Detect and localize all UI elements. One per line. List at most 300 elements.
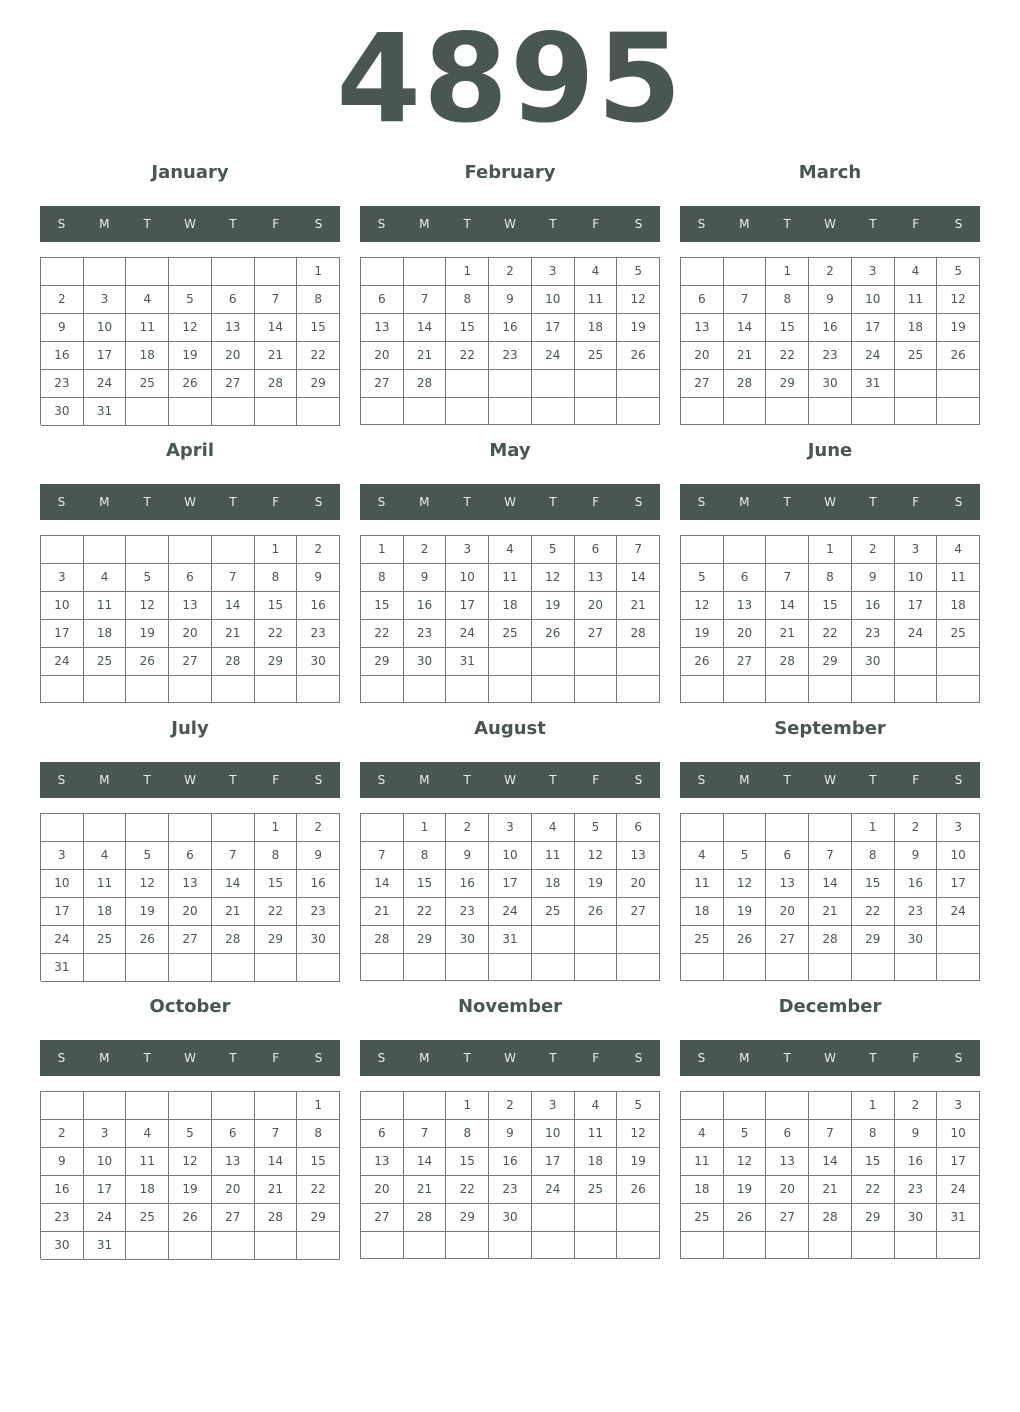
day-cell: 14 (809, 1148, 852, 1176)
day-cell: 26 (126, 648, 169, 676)
day-cell (766, 398, 809, 425)
weekday-label: W (184, 217, 196, 231)
day-cell (724, 1232, 767, 1259)
day-cell: 1 (255, 536, 298, 564)
day-cell: 9 (895, 1120, 938, 1148)
day-cell: 7 (617, 536, 660, 564)
day-cell: 20 (212, 342, 255, 370)
day-cell: 20 (617, 870, 660, 898)
day-cell: 3 (84, 1120, 127, 1148)
weekday-label: S (314, 217, 323, 231)
day-cell (617, 1204, 660, 1232)
day-cell: 16 (895, 870, 938, 898)
day-cell (212, 1232, 255, 1260)
day-cell: 15 (255, 592, 298, 620)
day-cell: 19 (617, 314, 660, 342)
day-cell: 26 (617, 1176, 660, 1204)
day-cell: 6 (169, 842, 212, 870)
day-cell: 9 (41, 1148, 84, 1176)
weekday-label: S (377, 773, 386, 787)
day-cell (212, 1092, 255, 1120)
day-cell: 17 (84, 1176, 127, 1204)
day-cell (489, 370, 532, 398)
day-cell (297, 676, 340, 703)
day-cell (255, 954, 298, 982)
day-cell: 11 (84, 870, 127, 898)
day-cell (532, 954, 575, 981)
day-cell: 5 (617, 258, 660, 286)
day-grid (360, 535, 660, 703)
day-cell: 3 (937, 814, 980, 842)
weekday-label: M (739, 1051, 750, 1065)
weekday-label: F (592, 773, 600, 787)
day-cell (937, 370, 980, 398)
day-cell (404, 258, 447, 286)
month-title: April (165, 440, 215, 461)
weekday-label: T (869, 1051, 877, 1065)
month-title: February (464, 162, 556, 183)
day-cell: 10 (41, 870, 84, 898)
weekday-header (360, 762, 660, 798)
day-cell: 27 (766, 1204, 809, 1232)
day-cell: 23 (41, 370, 84, 398)
day-cell: 3 (489, 814, 532, 842)
day-cell: 3 (895, 536, 938, 564)
day-grid (40, 535, 340, 703)
day-cell (532, 370, 575, 398)
day-cell: 1 (809, 536, 852, 564)
day-cell (361, 1092, 404, 1120)
day-cell (617, 926, 660, 954)
day-cell: 9 (446, 842, 489, 870)
day-cell: 2 (895, 1092, 938, 1120)
day-cell (895, 954, 938, 981)
day-cell: 13 (361, 314, 404, 342)
day-cell: 2 (895, 814, 938, 842)
day-cell: 21 (617, 592, 660, 620)
day-cell (937, 676, 980, 703)
day-cell: 24 (937, 898, 980, 926)
weekday-label: F (272, 495, 280, 509)
day-cell: 13 (169, 592, 212, 620)
day-cell: 8 (297, 286, 340, 314)
day-cell: 13 (724, 592, 767, 620)
day-cell (361, 398, 404, 425)
day-cell: 10 (895, 564, 938, 592)
month-title: September (774, 718, 886, 739)
day-cell (126, 398, 169, 426)
day-cell: 15 (852, 1148, 895, 1176)
weekday-label: M (739, 773, 750, 787)
day-cell: 17 (532, 1148, 575, 1176)
day-cell (766, 536, 809, 564)
day-cell (895, 676, 938, 703)
day-cell: 20 (681, 342, 724, 370)
day-cell: 23 (41, 1204, 84, 1232)
day-cell (126, 1232, 169, 1260)
day-cell: 22 (446, 342, 489, 370)
day-cell: 10 (489, 842, 532, 870)
day-cell: 10 (937, 1120, 980, 1148)
day-cell (681, 1232, 724, 1259)
weekday-label: M (99, 495, 110, 509)
weekday-label: W (184, 1051, 196, 1065)
day-cell: 27 (766, 926, 809, 954)
day-cell: 11 (126, 1148, 169, 1176)
day-cell: 12 (681, 592, 724, 620)
day-cell: 19 (724, 898, 767, 926)
day-cell (724, 398, 767, 425)
day-cell: 18 (681, 898, 724, 926)
day-cell: 15 (446, 314, 489, 342)
day-cell: 15 (809, 592, 852, 620)
weekday-label: S (377, 217, 386, 231)
day-cell: 18 (126, 342, 169, 370)
day-cell: 21 (766, 620, 809, 648)
day-cell: 6 (212, 286, 255, 314)
day-cell: 7 (809, 842, 852, 870)
day-cell (404, 398, 447, 425)
day-cell: 13 (617, 842, 660, 870)
day-cell (84, 1092, 127, 1120)
day-cell: 18 (681, 1176, 724, 1204)
day-cell (489, 1232, 532, 1259)
day-cell: 30 (404, 648, 447, 676)
day-cell: 20 (361, 1176, 404, 1204)
day-cell: 9 (809, 286, 852, 314)
day-cell: 12 (575, 842, 618, 870)
day-cell (937, 926, 980, 954)
weekday-label: T (783, 1051, 791, 1065)
day-cell: 21 (361, 898, 404, 926)
day-cell: 22 (766, 342, 809, 370)
day-cell (809, 954, 852, 981)
day-cell: 23 (404, 620, 447, 648)
day-cell: 10 (532, 1120, 575, 1148)
day-cell (212, 536, 255, 564)
weekday-label: S (57, 217, 66, 231)
weekday-label: M (739, 495, 750, 509)
day-cell: 2 (41, 1120, 84, 1148)
day-cell (41, 536, 84, 564)
day-cell: 29 (404, 926, 447, 954)
day-cell (681, 398, 724, 425)
day-cell: 16 (489, 314, 532, 342)
day-cell: 29 (297, 370, 340, 398)
weekday-label: W (504, 495, 516, 509)
day-cell: 11 (681, 870, 724, 898)
day-cell: 30 (297, 926, 340, 954)
day-cell (41, 258, 84, 286)
day-cell: 26 (681, 648, 724, 676)
day-cell (126, 1092, 169, 1120)
day-cell: 23 (297, 620, 340, 648)
weekday-label: F (272, 217, 280, 231)
weekday-header (360, 484, 660, 520)
day-cell: 9 (41, 314, 84, 342)
day-cell: 22 (809, 620, 852, 648)
day-cell: 13 (681, 314, 724, 342)
day-cell (895, 370, 938, 398)
day-cell (404, 676, 447, 703)
day-cell (575, 1204, 618, 1232)
weekday-label: T (463, 773, 471, 787)
day-cell (617, 370, 660, 398)
day-cell (489, 676, 532, 703)
day-cell: 12 (724, 870, 767, 898)
day-cell (212, 676, 255, 703)
day-cell: 8 (852, 842, 895, 870)
day-cell: 13 (212, 314, 255, 342)
day-cell: 24 (84, 1204, 127, 1232)
day-cell: 24 (532, 342, 575, 370)
day-cell: 14 (617, 564, 660, 592)
day-cell: 5 (532, 536, 575, 564)
day-cell (84, 536, 127, 564)
day-cell: 31 (937, 1204, 980, 1232)
day-cell: 28 (361, 926, 404, 954)
day-cell: 23 (297, 898, 340, 926)
day-cell: 15 (297, 1148, 340, 1176)
day-cell (169, 814, 212, 842)
day-cell: 18 (575, 314, 618, 342)
day-cell: 16 (809, 314, 852, 342)
day-cell (809, 676, 852, 703)
day-cell: 19 (937, 314, 980, 342)
day-cell: 4 (575, 258, 618, 286)
day-cell: 3 (41, 842, 84, 870)
day-cell: 30 (297, 648, 340, 676)
day-cell: 2 (297, 536, 340, 564)
weekday-label: W (824, 495, 836, 509)
month-title: October (149, 996, 231, 1017)
day-cell: 5 (575, 814, 618, 842)
day-cell: 3 (41, 564, 84, 592)
day-grid (680, 257, 980, 425)
day-cell: 8 (809, 564, 852, 592)
day-cell (41, 814, 84, 842)
day-cell: 14 (255, 1148, 298, 1176)
weekday-label: S (954, 495, 963, 509)
day-cell: 27 (361, 370, 404, 398)
day-cell: 26 (724, 1204, 767, 1232)
day-cell: 1 (446, 1092, 489, 1120)
weekday-label: S (634, 773, 643, 787)
day-cell: 29 (809, 648, 852, 676)
day-cell (575, 398, 618, 425)
day-cell (724, 1092, 767, 1120)
day-cell: 4 (532, 814, 575, 842)
weekday-label: T (549, 1051, 557, 1065)
day-cell: 6 (681, 286, 724, 314)
day-cell (255, 258, 298, 286)
day-cell: 19 (724, 1176, 767, 1204)
day-cell: 22 (404, 898, 447, 926)
day-cell (532, 1204, 575, 1232)
day-cell (617, 1232, 660, 1259)
day-cell: 29 (766, 370, 809, 398)
weekday-label: T (549, 495, 557, 509)
day-cell: 11 (126, 314, 169, 342)
weekday-label: W (504, 217, 516, 231)
month-title: August (474, 718, 546, 739)
day-cell (255, 1232, 298, 1260)
day-cell: 7 (404, 286, 447, 314)
day-cell: 24 (446, 620, 489, 648)
day-cell: 4 (681, 842, 724, 870)
day-cell: 31 (41, 954, 84, 982)
day-cell: 9 (404, 564, 447, 592)
day-cell (724, 814, 767, 842)
day-cell: 7 (361, 842, 404, 870)
day-cell: 28 (404, 370, 447, 398)
day-cell: 16 (446, 870, 489, 898)
weekday-label: W (824, 773, 836, 787)
day-cell: 5 (169, 286, 212, 314)
day-cell: 4 (937, 536, 980, 564)
weekday-header (360, 1040, 660, 1076)
day-cell: 6 (361, 286, 404, 314)
day-cell (255, 676, 298, 703)
day-cell: 14 (404, 314, 447, 342)
day-cell: 18 (84, 898, 127, 926)
weekday-label: T (869, 217, 877, 231)
day-cell: 14 (404, 1148, 447, 1176)
day-cell: 14 (766, 592, 809, 620)
weekday-header (360, 206, 660, 242)
day-cell: 2 (404, 536, 447, 564)
weekday-label: S (697, 217, 706, 231)
day-cell: 7 (212, 842, 255, 870)
day-cell (297, 398, 340, 426)
day-cell: 22 (297, 1176, 340, 1204)
day-cell: 26 (532, 620, 575, 648)
day-cell: 2 (297, 814, 340, 842)
day-cell: 1 (852, 814, 895, 842)
day-cell: 28 (212, 648, 255, 676)
day-cell: 13 (575, 564, 618, 592)
day-cell: 5 (617, 1092, 660, 1120)
day-cell: 14 (809, 870, 852, 898)
day-cell (895, 648, 938, 676)
day-cell (532, 398, 575, 425)
day-cell: 21 (212, 898, 255, 926)
day-cell: 27 (212, 370, 255, 398)
day-cell (937, 648, 980, 676)
day-cell (446, 398, 489, 425)
day-cell: 21 (212, 620, 255, 648)
day-cell: 4 (84, 842, 127, 870)
weekday-label: M (99, 1051, 110, 1065)
day-cell: 5 (126, 564, 169, 592)
day-cell: 26 (169, 1204, 212, 1232)
day-cell: 23 (809, 342, 852, 370)
day-cell: 12 (532, 564, 575, 592)
weekday-label: T (229, 1051, 237, 1065)
day-cell: 16 (489, 1148, 532, 1176)
day-cell: 4 (84, 564, 127, 592)
day-cell: 10 (84, 314, 127, 342)
day-cell: 20 (724, 620, 767, 648)
day-cell: 12 (937, 286, 980, 314)
weekday-label: W (184, 773, 196, 787)
day-cell: 7 (255, 1120, 298, 1148)
day-cell (446, 676, 489, 703)
day-cell: 30 (489, 1204, 532, 1232)
day-cell: 2 (809, 258, 852, 286)
day-cell: 26 (126, 926, 169, 954)
day-cell: 31 (852, 370, 895, 398)
day-cell: 15 (361, 592, 404, 620)
day-cell: 16 (297, 870, 340, 898)
day-cell (404, 954, 447, 981)
day-cell (169, 258, 212, 286)
day-cell: 8 (446, 286, 489, 314)
day-cell: 12 (126, 870, 169, 898)
day-cell: 30 (809, 370, 852, 398)
day-cell (532, 676, 575, 703)
weekday-label: W (824, 1051, 836, 1065)
weekday-label: W (184, 495, 196, 509)
day-cell: 31 (84, 1232, 127, 1260)
day-cell: 9 (895, 842, 938, 870)
day-cell (404, 1232, 447, 1259)
day-grid (40, 257, 340, 425)
month-title: July (171, 718, 209, 739)
day-cell: 23 (489, 342, 532, 370)
day-cell: 13 (169, 870, 212, 898)
day-cell: 17 (532, 314, 575, 342)
day-cell: 5 (681, 564, 724, 592)
day-cell: 23 (852, 620, 895, 648)
day-cell: 8 (255, 842, 298, 870)
weekday-label: S (954, 217, 963, 231)
day-cell: 25 (84, 926, 127, 954)
day-cell (809, 1092, 852, 1120)
day-cell: 17 (41, 898, 84, 926)
weekday-header (40, 1040, 340, 1076)
day-cell: 24 (532, 1176, 575, 1204)
day-cell: 4 (126, 286, 169, 314)
weekday-header (680, 206, 980, 242)
day-cell (681, 954, 724, 981)
day-cell: 27 (361, 1204, 404, 1232)
day-cell: 6 (766, 1120, 809, 1148)
day-cell: 20 (169, 898, 212, 926)
day-cell: 10 (84, 1148, 127, 1176)
weekday-label: F (912, 495, 920, 509)
day-cell (41, 1092, 84, 1120)
day-cell (766, 1232, 809, 1259)
day-cell: 20 (766, 898, 809, 926)
day-cell: 2 (852, 536, 895, 564)
day-cell: 5 (937, 258, 980, 286)
day-cell: 27 (724, 648, 767, 676)
day-cell: 3 (446, 536, 489, 564)
weekday-label: S (57, 773, 66, 787)
day-cell: 10 (41, 592, 84, 620)
day-cell: 20 (766, 1176, 809, 1204)
day-cell: 13 (766, 870, 809, 898)
weekday-label: T (549, 773, 557, 787)
day-cell: 27 (681, 370, 724, 398)
weekday-label: S (697, 495, 706, 509)
day-cell: 7 (255, 286, 298, 314)
day-cell: 18 (895, 314, 938, 342)
weekday-label: W (504, 773, 516, 787)
day-cell: 25 (575, 342, 618, 370)
day-cell: 14 (212, 592, 255, 620)
